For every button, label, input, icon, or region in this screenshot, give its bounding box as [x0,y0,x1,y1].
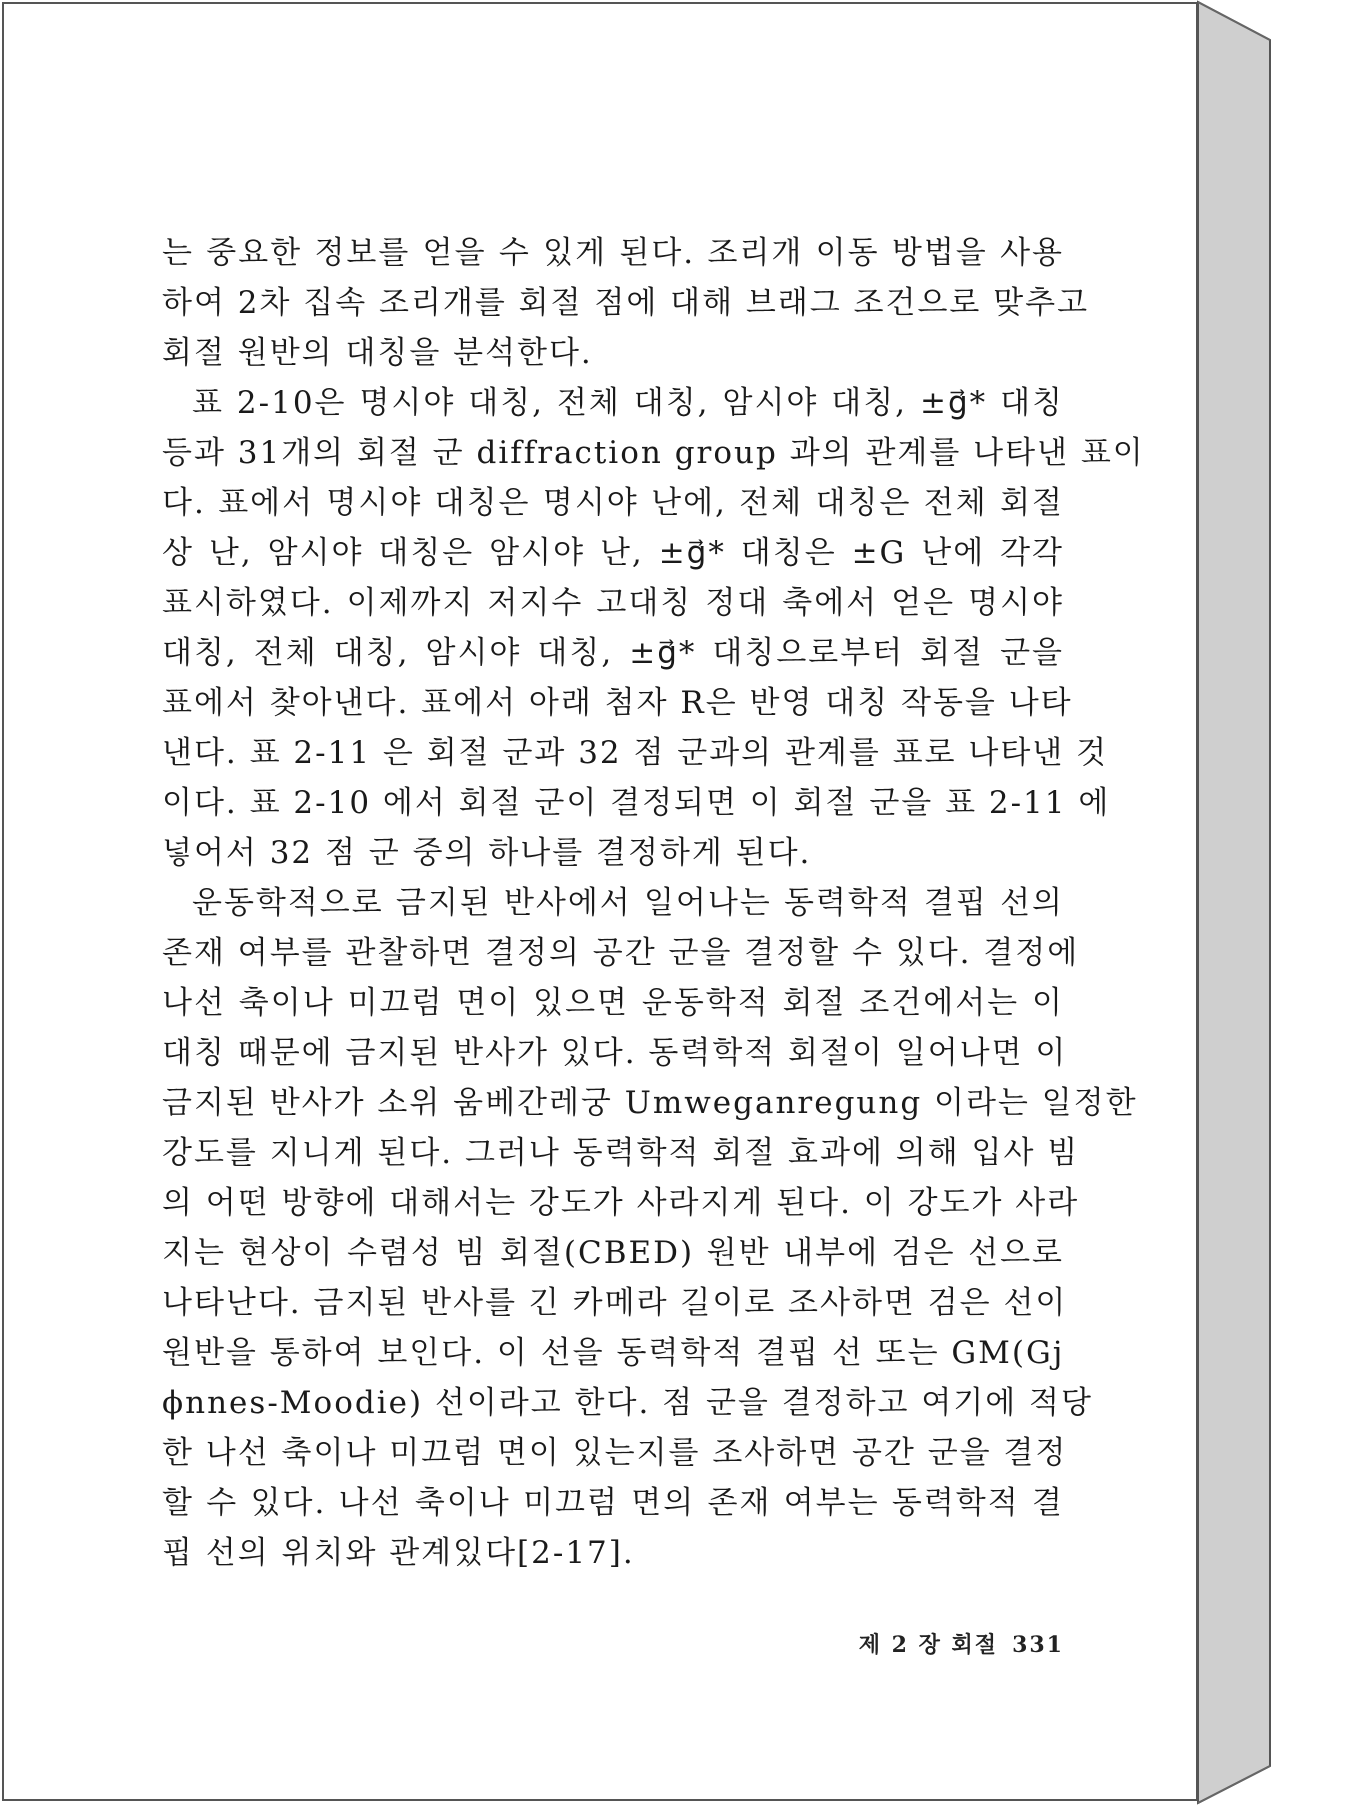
text-line: 나선 축이나 미끄럼 면이 있으면 운동학적 회절 조건에서는 이 [162,985,1064,1021]
text-line: 회절 원반의 대칭을 분석한다. [162,335,593,371]
text-line: 이다. 표 2-10 에서 회절 군이 결정되면 이 회절 군을 표 2-11 에 [162,785,1111,821]
text-line: 표 2-10은 명시야 대칭, 전체 대칭, 암시야 대칭, ±g⃗* 대칭 [192,385,1064,421]
text-line: 넣어서 32 점 군 중의 하나를 결정하게 된다. [162,835,812,871]
text-line: 등과 31개의 회절 군 diffraction group 과의 관계를 나타낸 표이 [162,435,1145,471]
text-line: 대칭, 전체 대칭, 암시야 대칭, ±g⃗* 대칭으로부터 회절 군을 [162,635,1064,671]
text-line: 운동학적으로 금지된 반사에서 일어나는 동력학적 결핍 선의 [192,885,1064,921]
page-body-text [162,228,1145,1578]
text-line: ϕnnes-Moodie) 선이라고 한다. 점 군을 결정하고 여기에 적당 [162,1385,1093,1421]
text-line: 대칭 때문에 금지된 반사가 있다. 동력학적 회절이 일어나면 이 [162,1035,1068,1071]
paragraph [162,228,1090,378]
text-line: 다. 표에서 명시야 대칭은 명시야 난에, 전체 대칭은 전체 회절 [162,485,1064,521]
text-line: 표에서 찾아낸다. 표에서 아래 첨자 R은 반영 대칭 작동을 나타 [162,685,1073,721]
text-line: 할 수 있다. 나선 축이나 미끄럼 면의 존재 여부는 동력학적 결 [162,1485,1064,1521]
text-line: 한 나선 축이나 미끄럼 면이 있는지를 조사하면 공간 군을 결정 [162,1435,1068,1471]
paragraph [162,878,1138,1578]
text-line: 표시하였다. 이제까지 저지수 고대칭 정대 축에서 얻은 명시야 [162,585,1064,621]
text-line: 낸다. 표 2-11 은 회절 군과 32 점 군과의 관계를 표로 나타낸 것 [162,735,1109,771]
text-line: 하여 2차 집속 조리개를 회절 점에 대해 브래그 조건으로 맞추고 [162,285,1090,321]
text-line: 지는 현상이 수렴성 빔 회절(CBED) 원반 내부에 검은 선으로 [162,1235,1064,1271]
text-line: 나타난다. 금지된 반사를 긴 카메라 길이로 조사하면 검은 선이 [162,1285,1068,1321]
text-line: 는 중요한 정보를 얻을 수 있게 된다. 조리개 이동 방법을 사용 [162,235,1064,271]
paragraph [162,378,1145,878]
text-line: 존재 여부를 관찰하면 결정의 공간 군을 결정할 수 있다. 결정에 [162,935,1080,971]
running-chapter-title: 제 2 장 회절 [858,1632,999,1658]
page-number: 331 [1012,1632,1064,1658]
page-footer [859,1628,1064,1659]
text-line: 강도를 지니게 된다. 그러나 동력학적 회절 효과에 의해 입사 빔 [162,1135,1080,1171]
text-line: 금지된 반사가 소위 움베간레궁 Umweganregung 이라는 일정한 [162,1085,1138,1121]
text-line: 원반을 통하여 보인다. 이 선을 동력학적 결핍 선 또는 GM(Gj [162,1335,1065,1371]
text-line: 핍 선의 위치와 관계있다[2-17]. [162,1535,635,1571]
text-line: 상 난, 암시야 대칭은 암시야 난, ±g⃗* 대칭은 ±G 난에 각각 [162,535,1064,571]
text-line: 의 어떤 방향에 대해서는 강도가 사라지게 된다. 이 강도가 사라 [162,1185,1080,1221]
